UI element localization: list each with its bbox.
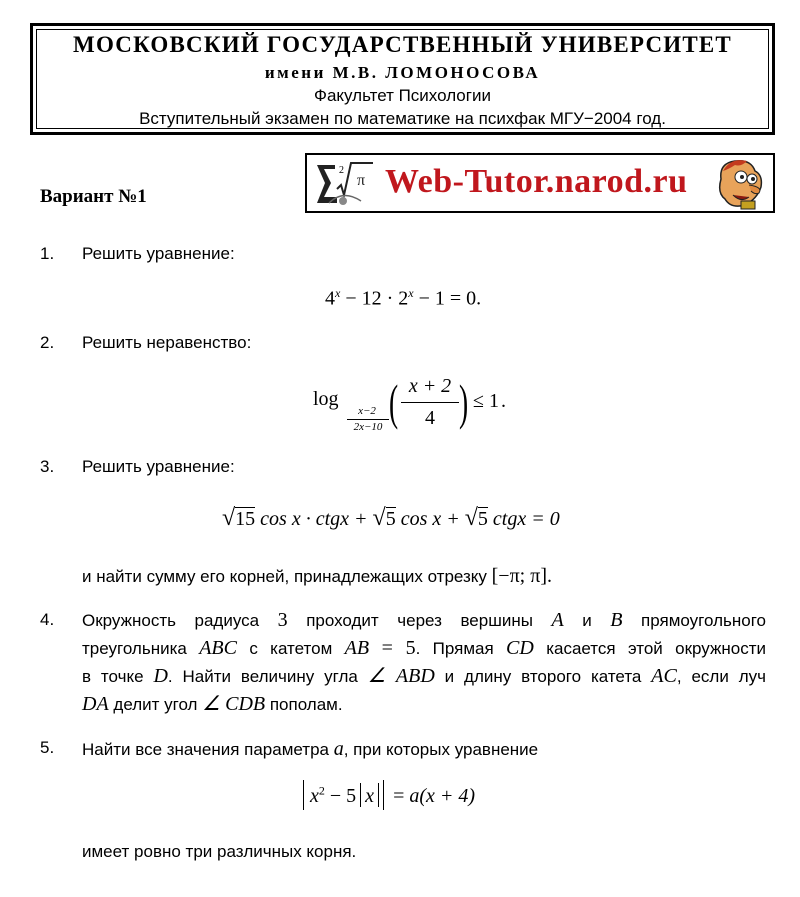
problem-5-after-text: имеет ровно три различных корня. xyxy=(82,842,357,861)
problem-3-after-text xyxy=(82,565,552,588)
right-paren: ) xyxy=(459,374,469,430)
sqrt-radicand: 15 xyxy=(235,508,256,530)
sigma-root-icon xyxy=(313,159,375,209)
formula-part: cos x + xyxy=(400,508,460,530)
problem-1-text: Решить уравнение: xyxy=(82,244,235,263)
header-box xyxy=(30,23,775,135)
outer-abs-bar xyxy=(383,780,384,810)
left-paren: ( xyxy=(389,374,399,430)
exam-title: Вступительный экзамен по математике на психфак МГУ−2004 год. xyxy=(139,109,666,128)
sqrt-radicand: 5 xyxy=(385,508,396,530)
problem-2-text: Решить неравенство: xyxy=(82,333,252,352)
problem-4-line: DA делит угол ∠ CDB пополам. xyxy=(82,693,343,715)
problem-1-number: 1. xyxy=(40,244,55,263)
fraction-bar xyxy=(401,402,459,403)
problem-4-text xyxy=(82,606,766,718)
problem-2-formula xyxy=(313,375,513,441)
problem-5-formula: $x^2 - 5$ x = a(x + 4) xyxy=(303,780,475,816)
inner-abs-bar xyxy=(360,783,361,807)
logo-text: Web-Tutor.narod.ru xyxy=(385,163,688,200)
formula-exponent: x xyxy=(335,286,341,300)
problem-4-line: треугольника ABC с катетом AB = 5. Прямая CD касается этой окружности xyxy=(82,637,766,659)
sqrt-radicand: 5 xyxy=(477,508,488,530)
problem-4-line: Окружность радиуса 3 проходит через вершины A и B прямоугольного xyxy=(82,609,766,631)
log-base-numerator: x−2 xyxy=(358,405,376,417)
variant-title: Вариант №1 xyxy=(40,186,147,207)
problem-5-text-start: Найти все значения параметра xyxy=(82,740,329,759)
log-base-fraction-bar xyxy=(347,419,389,420)
university-title: МОСКОВСКИЙ ГОСУДАРСТВЕННЫЙ УНИВЕРСИТЕТ xyxy=(73,32,732,57)
sqrt-sign: √ xyxy=(464,505,478,531)
problem-5-text-end: , при которых уравнение xyxy=(343,740,539,759)
formula-part: cos x · ctgx + xyxy=(260,508,368,530)
problem-3-text: Решить уравнение: xyxy=(82,457,235,476)
faculty-name: Факультет Психологии xyxy=(314,86,491,105)
inner-abs-bar xyxy=(378,783,379,807)
svg-text:2: 2 xyxy=(339,165,344,176)
formula-end: − 1 = 0 xyxy=(413,287,477,310)
formula-base: 4 xyxy=(325,287,335,310)
formula-dot: . xyxy=(476,287,482,310)
parameter-symbol: a xyxy=(333,738,344,760)
formula-exponent: x xyxy=(408,286,414,300)
problem-3-number: 3. xyxy=(40,457,55,476)
formula-dot: . xyxy=(501,390,506,412)
web-tutor-logo xyxy=(305,153,775,213)
fraction-numerator: x + 2 xyxy=(408,375,452,397)
fraction-denominator: 4 xyxy=(425,407,435,429)
svg-text:π: π xyxy=(357,172,366,189)
university-named-after: имени М.В. ЛОМОНОСОВА xyxy=(264,63,541,82)
log-base-denominator: 2x−10 xyxy=(353,421,383,433)
problem-5-number: 5. xyxy=(40,738,55,757)
inequality-rhs: ≤ 1 xyxy=(473,390,499,412)
interval: [−π; π]. xyxy=(491,565,552,587)
outer-abs-bar xyxy=(303,780,304,810)
problem-2-number: 2. xyxy=(40,333,55,352)
problem-4-number: 4. xyxy=(40,610,55,629)
problem-3-formula xyxy=(222,505,560,532)
sqrt-sign: √ xyxy=(222,505,236,531)
sqrt-sign: √ xyxy=(372,505,386,531)
problem-1-formula xyxy=(325,286,481,311)
problem-4-line: в точке D. Найти величину угла ∠ ABD и длину второго катета AC, если луч xyxy=(82,665,766,687)
problem-5-text xyxy=(82,738,538,761)
cartoon-face-icon xyxy=(711,157,769,211)
after-text: и найти сумму его корней, принадлежащих отрезку xyxy=(82,567,487,586)
formula-part: ctgx = 0 xyxy=(492,508,560,530)
formula-middle: − 12 · 2 xyxy=(340,287,409,310)
log-symbol: log xyxy=(313,388,339,410)
